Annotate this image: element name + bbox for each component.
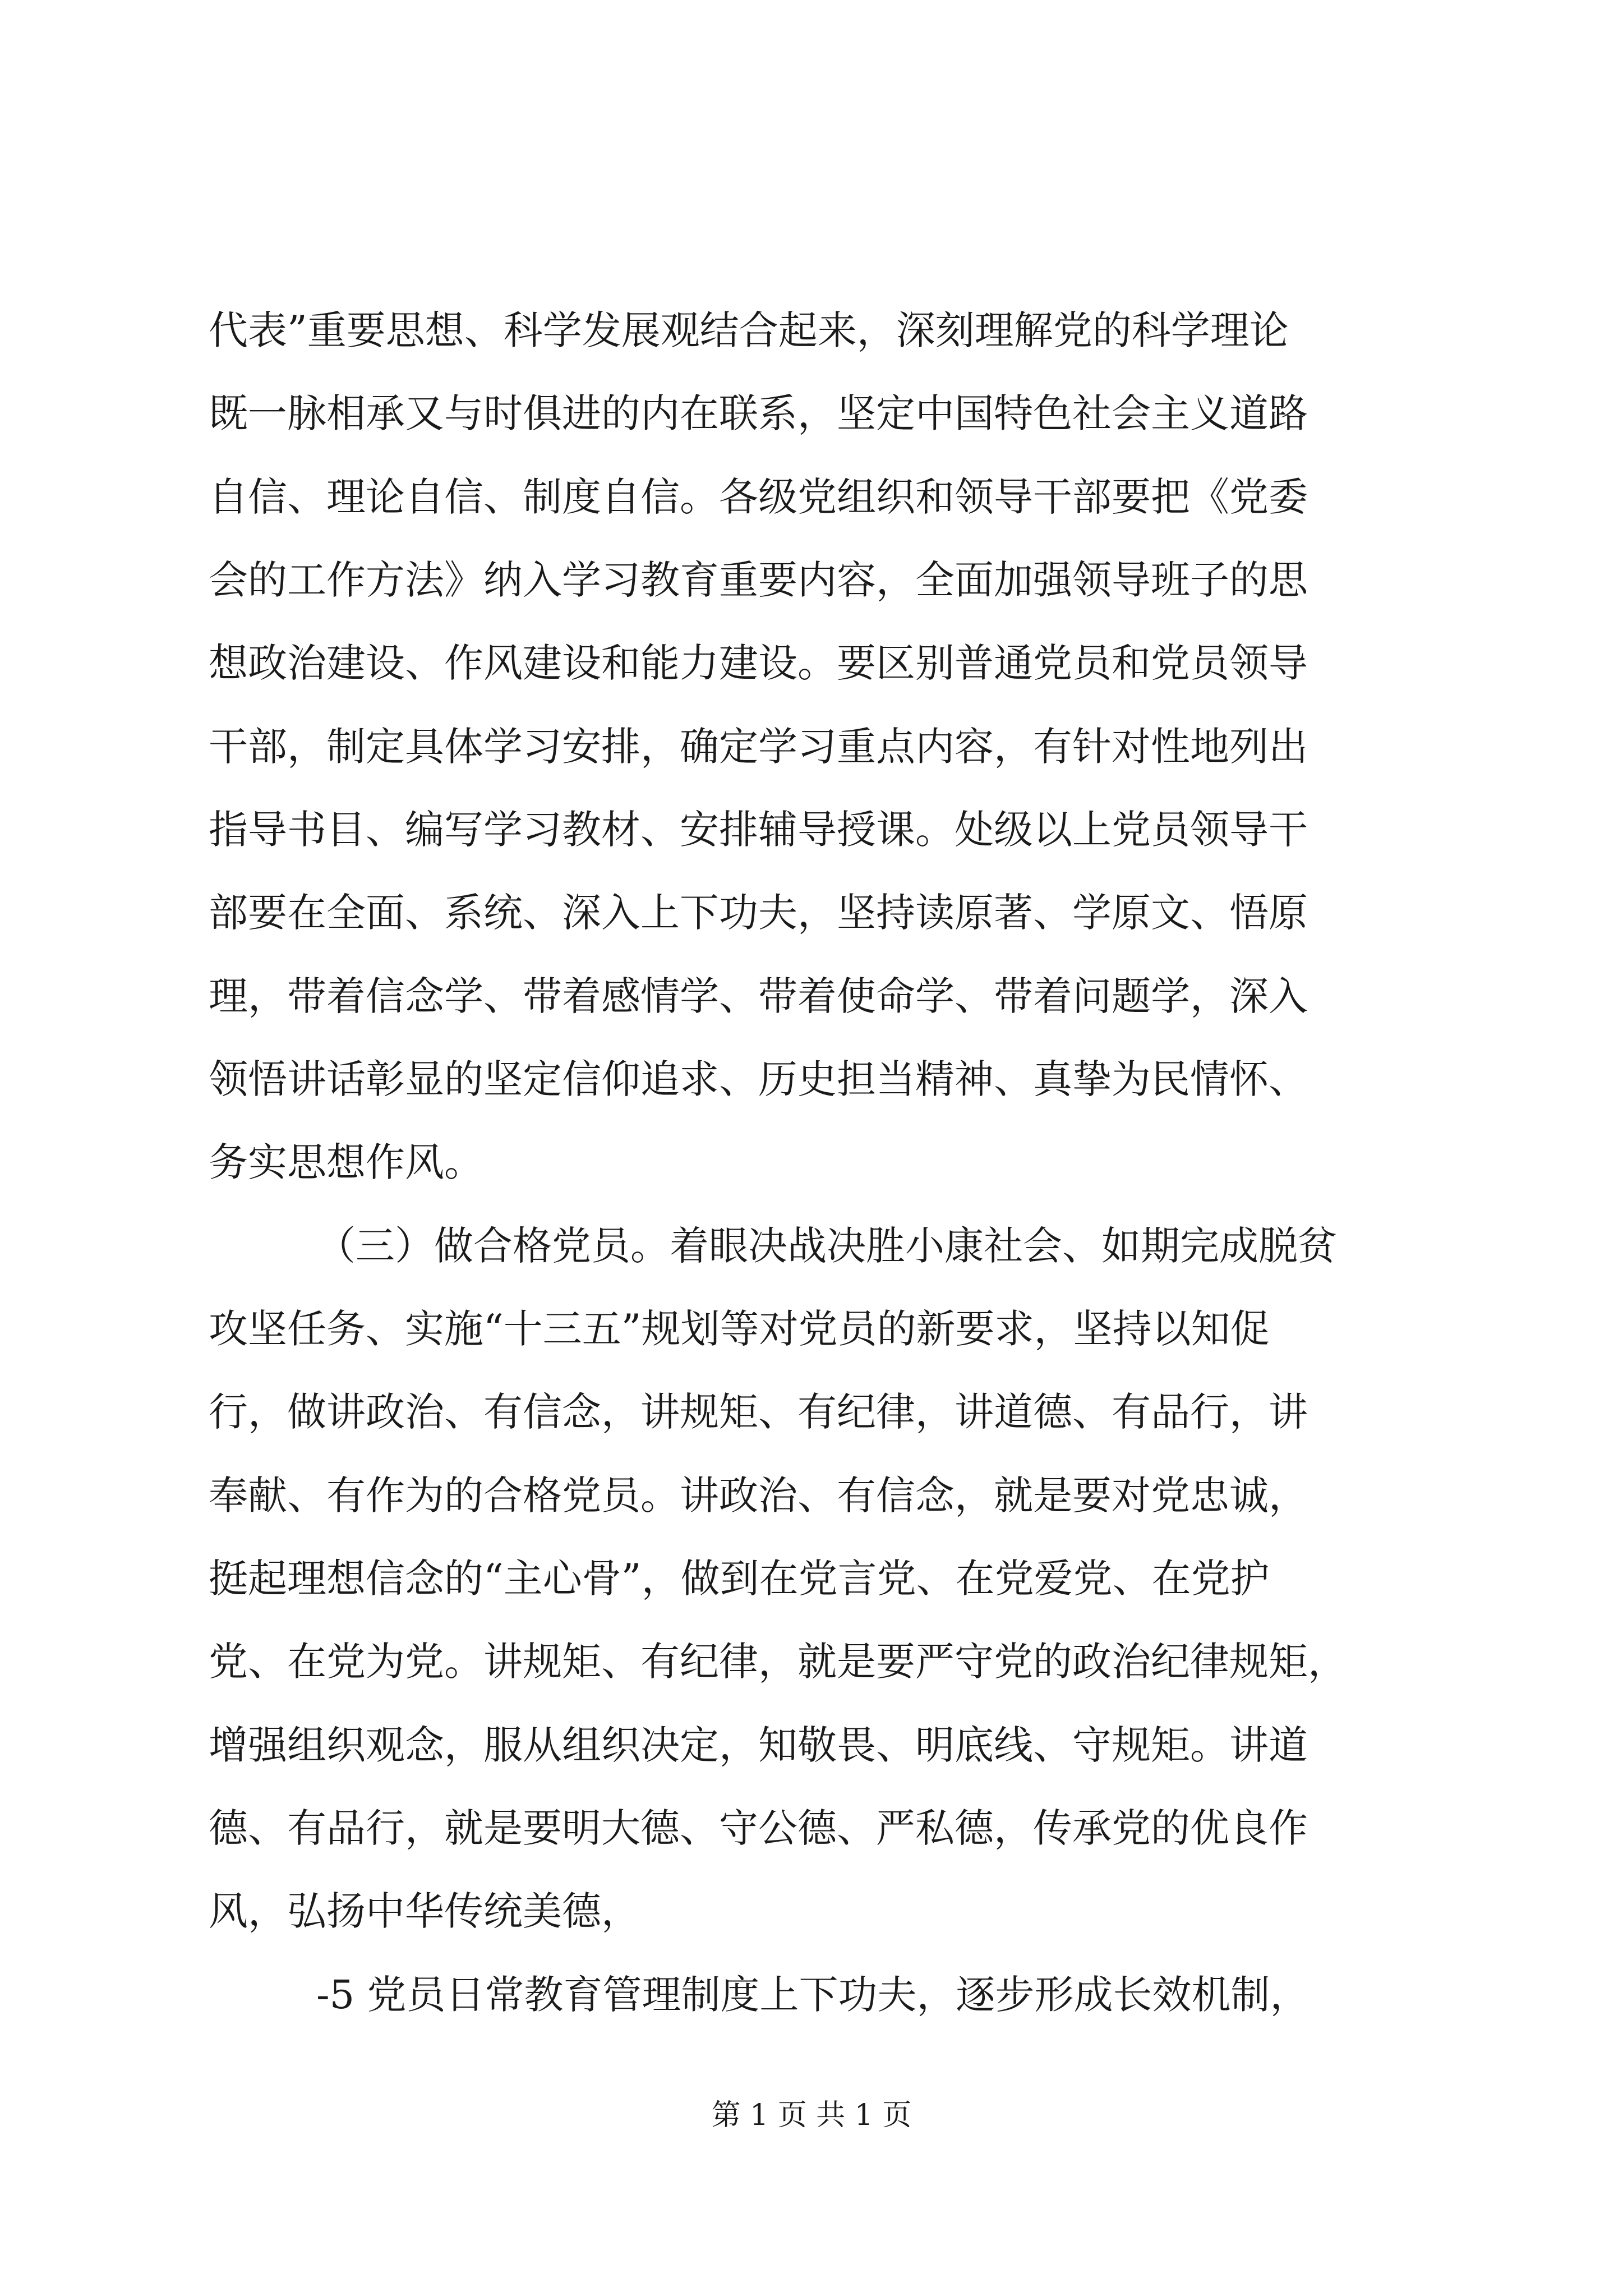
paragraph-line: 代表”重要思想、科学发展观结合起来，深刻理解党的科学理论 [209, 307, 1289, 353]
paragraph-line: 部要在全面、系统、深入上下功夫，坚持读原著、学原文、悟原 [209, 890, 1308, 936]
paragraph-line: 想政治建设、作风建设和能力建设。要区别普通党员和党员领导 [209, 640, 1308, 686]
paragraph-line: 理，带着信念学、带着感情学、带着使命学、带着问题学，深入 [209, 973, 1308, 1019]
paragraph-line: （三）做合格党员。着眼决战决胜小康社会、如期完成脱贫 [316, 1223, 1337, 1269]
paragraph-line: 风，弘扬中华传统美德， [209, 1888, 640, 1934]
paragraph-line: 德、有品行，就是要明大德、守公德、严私德，传承党的优良作 [209, 1805, 1308, 1851]
paragraph-line: 务实思想作风。 [209, 1139, 483, 1185]
paragraph-line: 挺起理想信念的“主心骨”，做到在党言党、在党爱党、在党护 [209, 1556, 1270, 1602]
paragraph-line: 增强组织观念，服从组织决定，知敬畏、明底线、守规矩。讲道 [209, 1722, 1308, 1768]
paragraph-line: 指导书目、编写学习教材、安排辅导授课。处级以上党员领导干 [209, 807, 1308, 853]
paragraph-line: 自信、理论自信、制度自信。各级党组织和领导干部要把《党委 [209, 474, 1308, 520]
page-footer: 第 1 页 共 1 页 [711, 2099, 912, 2132]
paragraph-line: -5 党员日常教育管理制度上下功夫，逐步形成长效机制， [316, 1972, 1310, 2018]
paragraph-line: 奉献、有作为的合格党员。讲政治、有信念，就是要对党忠诚， [209, 1473, 1308, 1519]
paragraph-line: 会的工作方法》纳入学习教育重要内容，全面加强领导班子的思 [209, 557, 1308, 603]
paragraph-line: 行，做讲政治、有信念，讲规矩、有纪律，讲道德、有品行，讲 [209, 1389, 1308, 1435]
paragraph-line: 干部，制定具体学习安排，确定学习重点内容，有针对性地列出 [209, 724, 1308, 770]
paragraph-line: 攻坚任务、实施“十三五”规划等对党员的新要求，坚持以知促 [209, 1306, 1270, 1352]
paragraph-line: 既一脉相承又与时俱进的内在联系，坚定中国特色社会主义道路 [209, 390, 1308, 436]
paragraph-line: 党、在党为党。讲规矩、有纪律，就是要严守党的政治纪律规矩， [209, 1639, 1347, 1685]
paragraph-line: 领悟讲话彰显的坚定信仰追求、历史担当精神、真挚为民情怀、 [209, 1056, 1308, 1102]
